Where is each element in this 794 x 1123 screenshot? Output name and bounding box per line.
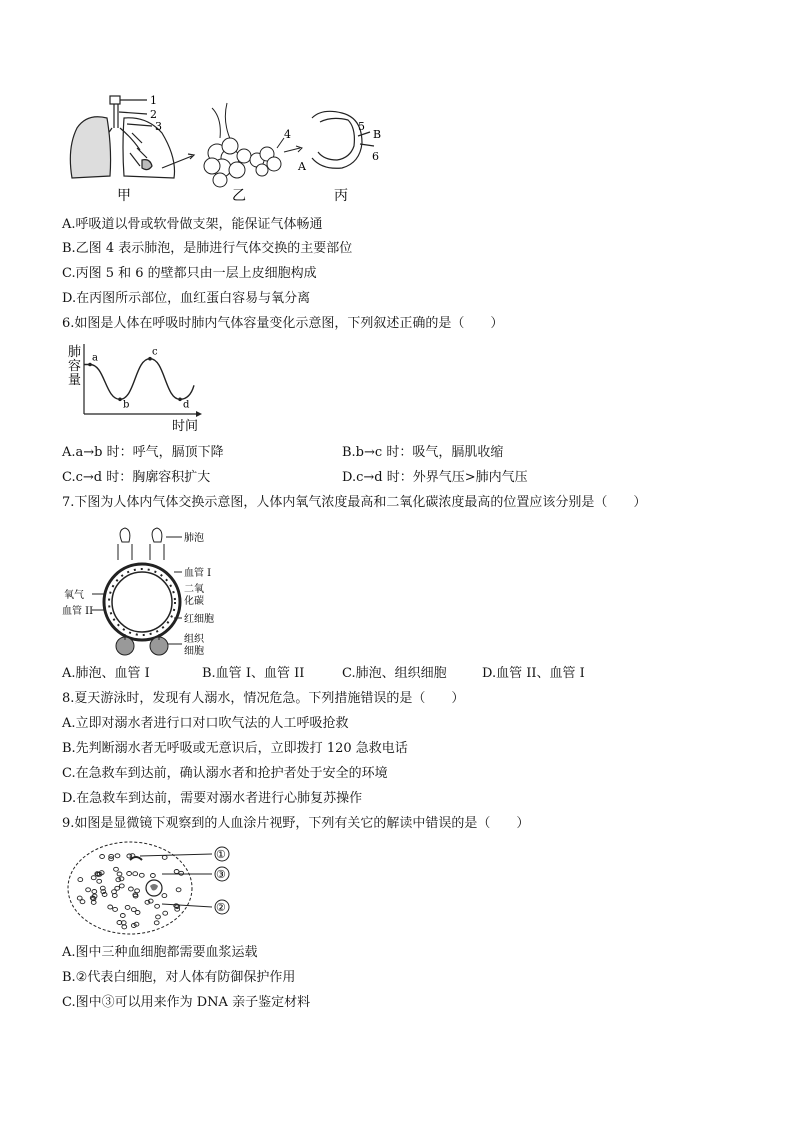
q6-option-c: C.c→d 时：胸廓容积扩大 — [62, 470, 211, 485]
q8-option-d: D.在急救车到达前，需要对溺水者进行心肺复苏操作 — [62, 791, 363, 806]
label-vessel2: 血管 II — [62, 606, 94, 617]
q5-option-c: C.丙图 5 和 6 的壁都只由一层上皮细胞构成 — [62, 266, 317, 281]
lung-volume-curve — [84, 359, 194, 400]
caption-jia: 甲 — [117, 188, 131, 204]
fig1-label-6: 6 — [372, 150, 379, 163]
label-tissue-2: 细胞 — [184, 646, 204, 657]
chart-point-label-a: a — [92, 352, 98, 364]
lung-volume-chart — [62, 342, 212, 432]
fig1-label-b: B — [373, 128, 382, 141]
label-oxygen: 氧气 — [64, 590, 84, 601]
chart-point-b — [118, 398, 122, 402]
label-co2-2: 化碳 — [184, 596, 204, 607]
q6-stem: 6.如图是人体在呼吸时肺内气体容量变化示意图，下列叙述正确的是（ ） — [62, 316, 504, 331]
q6-option-d: D.c→d 时：外界气压>肺内气压 — [342, 470, 528, 485]
q5-option-b: B.乙图 4 表示肺泡，是肺进行气体交换的主要部位 — [62, 241, 353, 256]
q7-stem: 7.下图为人体内气体交换示意图，人体内氧气浓度最高和二氧化碳浓度最高的位置应该分别是（ ） — [62, 495, 647, 510]
q9-option-c: C.图中③可以用来作为 DNA 亲子鉴定材料 — [62, 995, 311, 1010]
chart-point-label-b: b — [123, 399, 130, 411]
q9-option-a: A.图中三种血细胞都需要血浆运载 — [62, 945, 258, 960]
q7-option-a: A.肺泡、血管 I — [62, 666, 150, 681]
chart-ylabel-3: 量 — [68, 373, 82, 388]
respiratory-figure — [62, 88, 392, 208]
label-rbc: 红细胞 — [184, 614, 214, 625]
q6-option-a: A.a→b 时：呼气，膈顶下降 — [62, 445, 224, 460]
chart-point-label-d: d — [183, 399, 190, 411]
label-alveolus: 肺泡 — [184, 533, 204, 544]
smear-label-1: ① — [216, 848, 226, 861]
q5-option-d: D.在丙图所示部位，血红蛋白容易与氧分离 — [62, 291, 311, 306]
q9-option-b: B.②代表白细胞，对人体有防御保护作用 — [62, 970, 296, 985]
chart-point-d — [178, 398, 182, 402]
fig1-label-4: 4 — [284, 128, 291, 141]
caption-bing: 丙 — [334, 188, 348, 204]
blood-smear-figure — [62, 838, 252, 938]
chart-ylabel-2: 容 — [68, 359, 82, 374]
chart-point-label-c: c — [152, 346, 158, 358]
q8-option-c: C.在急救车到达前，确认溺水者和抢护者处于安全的环境 — [62, 766, 388, 781]
fig1-label-5: 5 — [358, 120, 365, 133]
q8-option-a: A.立即对溺水者进行口对口吹气法的人工呼吸抢救 — [62, 716, 349, 731]
q9-stem: 9.如图是显微镜下观察到的人血涂片视野，下列有关它的解读中错误的是（ ） — [62, 816, 530, 831]
lungs-diagram — [70, 96, 194, 178]
alveoli-diagram — [204, 103, 302, 187]
fig1-label-2: 2 — [150, 108, 157, 121]
q8-stem: 8.夏天游泳时，发现有人溺水，情况危急。下列措施错误的是（ ） — [62, 691, 465, 706]
smear-label-2: ② — [216, 901, 226, 914]
caption-yi: 乙 — [232, 188, 246, 204]
chart-ylabel-1: 肺 — [68, 345, 82, 360]
chart-xlabel: 时间 — [172, 419, 199, 432]
q5-option-a: A.呼吸道以骨或软骨做支架，能保证气体畅通 — [62, 217, 323, 232]
smear-label-3: ③ — [216, 868, 226, 881]
label-vessel1: 血管 I — [184, 568, 212, 579]
chart-arrow-x — [196, 411, 202, 417]
gas-exchange-figure — [62, 522, 232, 662]
fig1-label-3: 3 — [155, 120, 162, 133]
q7-option-b: B.血管 I、血管 II — [202, 666, 305, 681]
q7-option-d: D.血管 II、血管 I — [482, 666, 585, 681]
q7-option-c: C.肺泡、组织细胞 — [342, 666, 447, 681]
q8-option-b: B.先判断溺水者无呼吸或无意识后，立即拨打 120 急救电话 — [62, 741, 408, 756]
label-tissue-1: 组织 — [184, 634, 204, 645]
label-co2-1: 二氧 — [184, 584, 204, 595]
q6-option-b: B.b→c 时：吸气，膈肌收缩 — [342, 445, 504, 460]
fig1-label-a: A — [298, 160, 306, 173]
fig1-label-1: 1 — [150, 94, 157, 107]
